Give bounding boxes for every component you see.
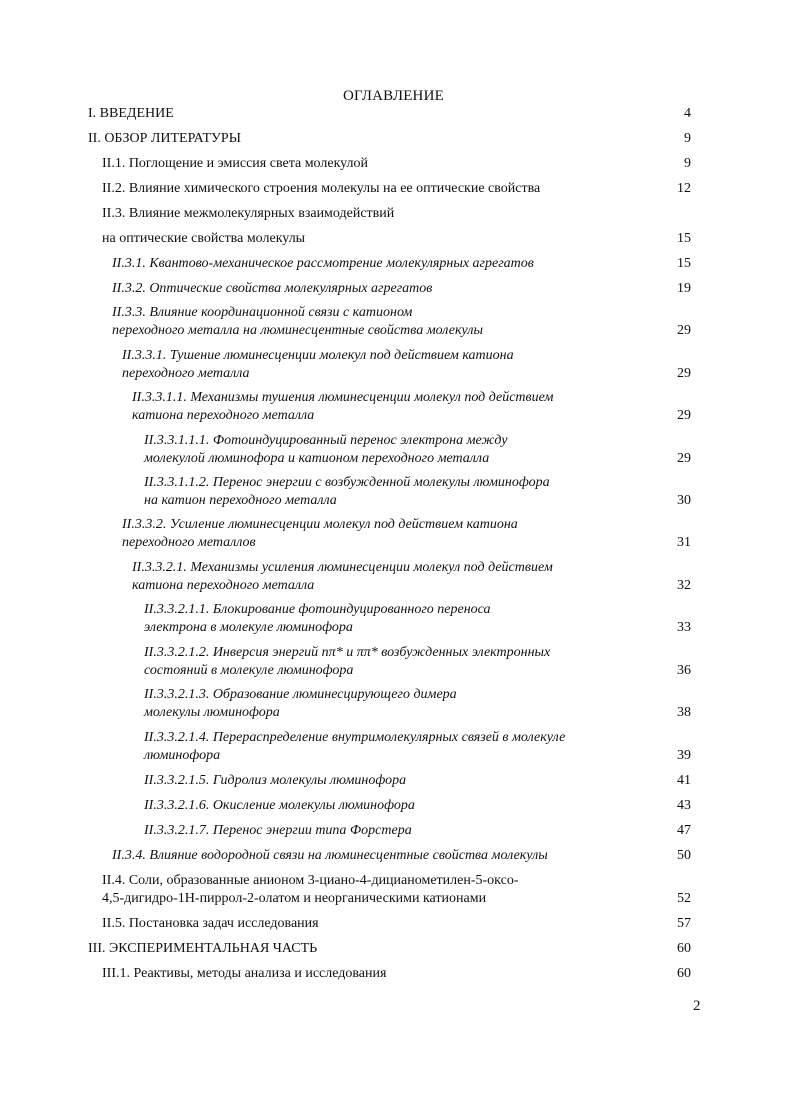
toc-entry-page: 19: [677, 281, 691, 296]
toc-entry-page: 4: [684, 106, 691, 121]
toc-entry-title: II.3.3.2.1.4. Перераспределение внутримолекулярных связей в молекуле: [144, 730, 566, 745]
toc-entry-title: II.3.3.2. Усиление люминесценции молекул под действием катиона: [122, 517, 518, 532]
toc-entry-title: 4,5-дигидро-1H-пиррол-2-олатом и неорганическими катионами: [102, 891, 487, 906]
toc-entry-title: II.3.3.2.1.7. Перенос энергии типа Форстера: [144, 823, 412, 838]
page-title: ОГЛАВЛЕНИЕ: [343, 88, 444, 104]
toc-entry-title: II.3.3. Влияние координационной связи с катионом: [112, 305, 413, 320]
toc-entry-title: на катион переходного металла: [144, 493, 337, 508]
toc-entry-title: электрона в молекуле люминофора: [144, 620, 353, 635]
toc-entry-title: II.3.3.2.1.5. Гидролиз молекулы люминофора: [144, 773, 407, 788]
toc-entry-title: II.3.3.2.1. Механизмы усиления люминесценции молекул под действием: [132, 560, 553, 575]
toc-entry-page: 15: [677, 256, 691, 271]
toc-entry-title: II.3.4. Влияние водородной связи на люминесцентные свойства молекулы: [112, 848, 548, 863]
toc-entry-title: II.3.3.1.1. Механизмы тушения люминесценции молекул под действием: [132, 390, 554, 405]
toc-entry-title: люминофора: [144, 748, 221, 763]
toc-entry-page: 29: [677, 366, 691, 381]
toc-entry-page: 39: [677, 748, 691, 763]
toc-entry-title: катиона переходного металла: [132, 578, 315, 593]
toc-entry-page: 32: [677, 578, 691, 593]
toc-entry-title: состояний в молекуле люминофора: [144, 663, 354, 678]
toc-entry-page: 30: [677, 493, 691, 508]
toc-entry-page: 9: [684, 156, 691, 171]
toc-entry-page: 15: [677, 231, 691, 246]
toc-entry-title: II.3.3.1.1.1. Фотоиндуцированный перенос электрона между: [144, 433, 508, 448]
toc-entry-title: II.3.3.2.1.3. Образование люминесцирующего димера: [144, 687, 457, 702]
toc-entry-title: II.3.2. Оптические свойства молекулярных агрегатов: [112, 281, 433, 296]
toc-entry-title: II.4. Соли, образованные анионом 3-циано-4-дицианометилен-5-оксо-: [102, 873, 519, 888]
toc-entry-page: 29: [677, 451, 691, 466]
toc-entry-page: 60: [677, 941, 691, 956]
toc-entry-page: 36: [677, 663, 691, 678]
toc-entry-page: 9: [684, 131, 691, 146]
toc-entry-title: молекулой люминофора и катионом переходного металла: [144, 451, 490, 466]
toc-entry-title: III. ЭКСПЕРИМЕНТАЛЬНАЯ ЧАСТЬ: [88, 941, 318, 956]
page-number: 2: [693, 998, 701, 1014]
toc-entry-title: II.3. Влияние межмолекулярных взаимодействий: [102, 206, 395, 221]
toc-entry-page: 52: [677, 891, 691, 906]
toc-entry-page: 57: [677, 916, 691, 931]
toc-entry-page: 12: [677, 181, 691, 196]
toc-entry-page: 41: [677, 773, 691, 788]
toc-entry-page: 43: [677, 798, 691, 813]
toc-entry-page: 60: [677, 966, 691, 981]
toc-entry-page: 38: [677, 705, 691, 720]
toc-entry-title: молекулы люминофора: [144, 705, 280, 720]
toc-entry-title: переходного металла на люминесцентные свойства молекулы: [112, 323, 483, 338]
toc-entry-title: II.3.3.2.1.2. Инверсия энергий nπ* и ππ* возбужденных электронных: [144, 645, 551, 660]
toc-entry-title: переходного металла: [122, 366, 250, 381]
toc-entry-title: III.1. Реактивы, методы анализа и исследования: [102, 966, 387, 981]
toc-entry-page: 50: [677, 848, 691, 863]
toc-entry-title: II.3.3.2.1.1. Блокирование фотоиндуцированного переноса: [144, 602, 491, 617]
toc-entry-title: II.3.1. Квантово-механическое рассмотрение молекулярных агрегатов: [112, 256, 534, 271]
toc-entry-title: II.2. Влияние химического строения молекулы на ее оптические свойства: [102, 181, 541, 196]
toc-entry-title: II.3.3.1. Тушение люминесценции молекул под действием катиона: [122, 348, 514, 363]
toc-entry-page: 31: [677, 535, 691, 550]
toc-entry-page: 29: [677, 323, 691, 338]
toc-entry-page: 33: [677, 620, 691, 635]
toc-entry-title: II. ОБЗОР ЛИТЕРАТУРЫ: [88, 131, 241, 146]
toc-entry-title: II.1. Поглощение и эмиссия света молекулой: [102, 156, 369, 171]
toc-entry-title: I. ВВЕДЕНИЕ: [88, 106, 174, 121]
toc-entry-title: катиона переходного металла: [132, 408, 315, 423]
toc-entry-title: II.3.3.1.1.2. Перенос энергии с возбужденной молекулы люминофора: [144, 475, 550, 490]
toc-entry-title: на оптические свойства молекулы: [102, 231, 306, 246]
toc-entry-title: II.3.3.2.1.6. Окисление молекулы люминофора: [144, 798, 415, 813]
toc-entry-title: II.5. Постановка задач исследования: [102, 916, 319, 931]
toc-entry-title: переходного металлов: [122, 535, 256, 550]
toc-entry-page: 29: [677, 408, 691, 423]
toc-entry-page: 47: [677, 823, 691, 838]
